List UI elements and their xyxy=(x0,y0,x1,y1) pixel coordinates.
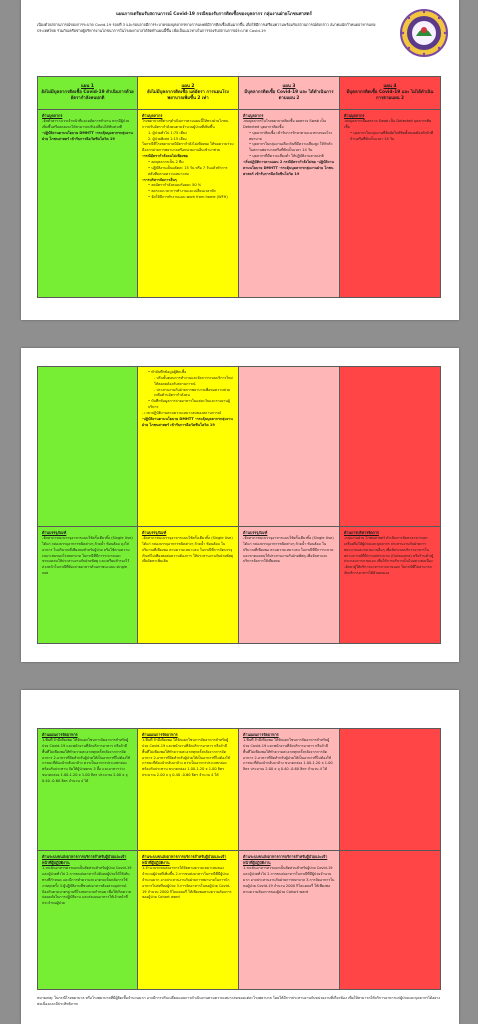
plan-1-header xyxy=(38,77,137,110)
section-heading: ด้านบรรจุภัณฑ์ xyxy=(42,531,67,535)
document-intro: เนื่องด้วยสถานการณ์ของการระบาด Covid-19 รอบที่ 3 และรอบอาจมีการระบาดของบุคลากรทางการแพทย์มีการติดเชื้อเพิ่มมากขึ้น เพื่อให้มีการเตรียมความพร้อมรับสถานการณ์ดังกล่าว สมาคมนักกำหนดอาหารแห่งประเทศไทย ร่วมกับเครือข่ายผู้บริหารงานโภชนาการในโรงพยาบาลได้จัดทำแผนนี้ขึ้น เพื่อเป็นแนวทางในการรองรับสถานการณ์ระบาด Covid-19 xyxy=(37,23,376,34)
food-plan-text: 1.พื้นที่ ถ้ามีเพียงพอ ให้จัดแยกโซนการจัดอาหารสำหรับผู้ป่วย Covid-19 และพนักงานที่จัดบริการอาหาร หรือถ้ามีพื้นที่ไม่เพียงพอให้ทำความสะอาดทุกครั้งหลังจากการจัดอาหาร 2.อาหารที่จัดสำหรับผู้ป่วยให้เป็นอาหารที่ไม่ต้องใช้ภาชนะที่ต้องนำกลับมาล้าง ควรเป็นอาหารประเภทกล่องพร้อมรับประทาน ขนาดกล่อง 1.00-1.20 x 1.00 ลิตร ประมาณ 2.00 x จุ 0.40 -0.60 ลิตร จำนวน 4 ได้ xyxy=(142,738,231,778)
plan-2-column xyxy=(138,76,239,298)
section-heading: ด้านแผนการจัดอาหาร xyxy=(42,733,78,737)
plan-4-title: มีบุคลากรติดเชื้อ Covid-19 และ ไม่ได้ดำเนินการตามแผน 2 xyxy=(346,90,434,101)
management-text: -กลุ่มงานฝ่าย โภชนศาสตร์ ดำเนินการจัดหาอาหารและเครื่องดื่มให้ผู้ป่วยและบุคลากร ประสานงานกับฝ่ายการพยาบาลและหน่วยงานอื่นๆ เพื่อจัดระบบบริการอาหารในสถานการณ์ที่มีการแพร่ระบาด (Outsource) หรือร้านค้า/ผู้ประกอบการภายนอก เพื่อให้การบริการเป็นไปอย่างต่อเนื่อง -จัดหาผู้ให้บริการอาหารจากภายนอก ในกรณีที่ไม่สามารถจัดบริการอาหารได้ด้วยตนเอง xyxy=(344,536,434,576)
plan-4-delivery-cell xyxy=(340,851,440,989)
plan-3-food-plan-cell xyxy=(239,729,339,851)
plan-4-column xyxy=(340,728,441,990)
packaging-text: -จัดหาภาชนะบรรจุอาหารแบบใช้ครั้งเดียวทิ้ง (Single Use) ได้แก่ กล่องบรรจุอาหารชนิดต่างๆ ถ้วยน้ำ ช้อนส้อม ในปริมาณที่เพียงพอ ตามความเหมาะสม ในกรณีที่การจัดบรรจุภัณฑ์ไม่เพียงพอต่อความต้องการ ให้ประสานงานกับฝ่ายพัสดุเพื่อจัดหาเพิ่มเติม xyxy=(142,536,234,564)
plan-4-header xyxy=(340,77,440,110)
section-heading: ด้านแผนการจัดอาหาร xyxy=(243,733,279,737)
section-heading: ด้านระบบขนส่งอาหารการบริการสำหรับผู้ป่วยและเจ้าหน้าที่ผู้ปฏิบัติงาน xyxy=(243,855,328,866)
plan-3-column xyxy=(239,728,340,990)
bullet-item: • จัดให้มีการทำงานแบบ work from home (WFH) xyxy=(148,195,228,200)
ratio-line: 1. ผู้ป่วยทั่วไป 1:75 เตียง xyxy=(148,130,187,135)
document-page-1 xyxy=(21,0,459,320)
plan-2-staff-text-2: ในกรณีที่โรงพยาบาลมีอัตรากำลังไม่เพียงพอ ให้ขอความร่วมมือจากฝ่ายการพยาบาลหรือหน่วยงานอื่นเข้ามาช่วย xyxy=(142,142,234,153)
section-heading: ด้านบรรจุภัณฑ์ xyxy=(142,531,167,535)
plan-1-body xyxy=(38,110,137,297)
plan-1-title: ยังไม่มีบุคลากรติดเชื้อ Covid-19 ดำเนินการด้วยอัตรากำลังคนปกติ xyxy=(41,90,134,101)
document-page-3 xyxy=(21,690,459,1024)
bullet-item: • บุคลากรในกลุ่มงานเดียวกันที่มีความเสี่ยงสูง ให้กักตัวในสถานพยาบาลหรือที่พักเป็นเวลา 14 วัน xyxy=(249,142,333,153)
plan-1-packaging-cell xyxy=(38,527,137,643)
plan-1-column xyxy=(37,76,138,298)
bullet-item: • บันทึกข้อมูลการจ่ายอาหารในแต่ละวันและรายงานผู้บริหาร xyxy=(148,399,230,410)
bullet-item: • ทำบันทึกข้อมูลผู้ติดเชื้อ xyxy=(148,370,187,374)
plan-1-continued-cell xyxy=(38,367,137,527)
plan-4-management-cell xyxy=(340,527,440,643)
plan-2-packaging-cell xyxy=(138,527,238,643)
bullet-item: - ปรับขั้นตอนการทำงานและจัดการระบบบริการใหม่ให้สอดคล้องกับสถานการณ์ xyxy=(154,375,233,386)
plan-3-column xyxy=(239,76,340,298)
plan-3-column xyxy=(239,366,340,644)
plan-1-policy-text: -ปฏิบัติงานตามนโยบาย DMHTT -กระตุ้นบุคลากรกลุ่มงานฝ่าย โภชนศาสตร์ เข้ารับการฉีดวัคซีนโควิด 19 xyxy=(42,130,133,141)
section-heading: ด้านบุคลากร xyxy=(142,114,163,118)
plan-table-page-1 xyxy=(37,76,441,298)
plan-1-staff-text: -จัดทำตารางเวรเจ้าหน้าที่และผลัดการทำงาน หากมีผู้ป่วยเพิ่มขึ้นหรือลดลงจะได้สามารถปรับเปลี่ยนได้ทันท่วงที xyxy=(42,119,130,129)
document-title: แผนการเตรียมรับสถานการณ์ Covid-19 กรณีของรับการติดเชื้อของบุคลากร กลุ่มงานฝ่ายโภชนศาสตร์ xyxy=(116,12,312,17)
plan-3-body xyxy=(239,110,339,297)
plan-4-label: แผน 4 xyxy=(383,84,397,90)
plan-4-body xyxy=(340,110,440,297)
plan-2-delivery-cell xyxy=(138,851,238,989)
subheading: -กรณีอัตรากำลังคนไม่เพียงพอ xyxy=(142,154,188,159)
plan-3-label: แผน 3 xyxy=(282,84,296,90)
plan-1-food-plan-cell xyxy=(38,729,137,851)
plan-3-staff-text: -พบบุคลากรในโรงพยาบาลติดเชื้อ ผลตรวจ Swab เป็น Detected บุคลากรติดเชื้อ xyxy=(243,119,326,129)
section-heading: ด้านการบริหารจัดการ xyxy=(344,531,379,535)
bullet-item: • ลดบุคลากรเป็น 2 ทีม xyxy=(148,160,184,165)
bullet-item: • ปฏิบัติงานเป็นผลัดละ 15 วัน หรือ 7 วันแล้วทำการสลับทีมตามความเหมาะสม xyxy=(148,165,228,176)
plan-1-column xyxy=(37,366,138,644)
bullet-item: • ลดอัตรากำลังคนลงร้อยละ 50 % xyxy=(148,183,202,188)
subheading: -การบริหารจัดการอื่นๆ xyxy=(142,177,177,182)
plan-1-delivery-cell xyxy=(38,851,137,989)
section-heading: ด้านระบบขนส่งอาหารการบริการสำหรับผู้ป่วยและเจ้าหน้าที่ผู้ปฏิบัติงาน xyxy=(42,855,127,866)
delivery-text: 1.รถเข็นอาหารควรแยกเป็นสัดส่วนสำหรับผู้ป่วย Covid-19 และผู้ป่วยทั่วไป 2.การขนส่งอาหารในกรณีที่มีผู้ป่วยจำนวนมาก อาจประสานงานกับฝ่ายการพยาบาล 3.การจัดอาหารในหอผู้ป่วย Covid-19 จำนวน 2000 กิโลแคลอรี่ ให้เพียงพอตามความต้องการของผู้ป่วย Cohort ward xyxy=(243,866,335,894)
document-page-2 xyxy=(21,348,459,662)
bullet-item: • ลดระยะเวลาการทำงานและเปลี่ยนเวลาพัก xyxy=(148,189,216,194)
plan-4-staff-text: -พบบุคลากรมีผลตรวจ Swab เป็น Detected บุคลากรติดเชื้อ xyxy=(344,119,432,129)
association-seal-icon xyxy=(399,8,449,58)
plan-3-title: มีบุคลากรติดเชื้อ Covid-19 และ ได้ดำเนินการตามแผน 2 xyxy=(244,90,334,101)
plan-4-food-plan-cell xyxy=(340,729,440,851)
section-heading: ด้านบุคลากร xyxy=(344,114,365,118)
plan-3-continued-cell xyxy=(239,367,339,527)
section-heading: ด้านบุคลากร xyxy=(42,114,63,118)
section-heading: ด้านบรรจุภัณฑ์ xyxy=(243,531,268,535)
plan-3-packaging-cell xyxy=(239,527,339,643)
delivery-text: 1.รถเข็นอาหารควรแยกเป็นสัดส่วนสำหรับผู้ป่วย Covid-19 และผู้ป่วยทั่วไป 2.การขนส่งอาหารไปยังหอผู้ป่วยให้ใช้เส้นทางที่กำหนด และมีการทำความสะอาดรถเข็นหลังการใช้งานทุกครั้ง 3.ผู้ปฏิบัติงานที่ขนส่งอาหารต้องสวมอุปกรณ์ป้องกันตามมาตรฐานที่โรงพยาบาลกำหนด เพื่อให้เกิดความปลอดภัยในการปฏิบัติงาน และส่งมอบอาหารให้เจ้าหน้าที่ประจำหอผู้ป่วย xyxy=(42,866,132,906)
plan-1-label: แผน 1 xyxy=(81,84,94,90)
policy-text: -ปฏิบัติงานตามนโยบาย DMHTT -กระตุ้นบุคลากรกลุ่มงานฝ่าย โภชนศาสตร์ เข้ารับการฉีดวัคซีนโควิด 19 xyxy=(142,416,233,427)
bullet-item: • บุคลากรในกลุ่มงานที่สัมผัสใกล้ชิดทั้งหมดต้องกักตัวที่บ้านหรือที่พักเป็นเวลา 14 วัน xyxy=(350,130,434,141)
food-plan-text: 1.พื้นที่ ถ้ามีเพียงพอ ให้จัดแยกโซนการจัดอาหารสำหรับผู้ป่วย Covid-19 และพนักงานที่จัดบริการอาหาร หรือถ้ามีพื้นที่ไม่เพียงพอให้ทำความสะอาดทุกครั้งหลังจากการจัดอาหาร 2.อาหารที่จัดสำหรับผู้ป่วยให้เป็นอาหารที่ไม่ต้องใช้ภาชนะที่ต้องนำกลับมาล้าง ควรเป็นอาหารประเภทกล่องพร้อมรับประทาน จัดให้ผู้ป่วยครบ 3 มื้อ และอาหารว่าง ขนาดกล่อง 1.00-1.20 x 1.00 ลิตร ประมาณ 2.00 x จุ 0.40 -0.60 ลิตร จำนวน 4 ได้ xyxy=(42,738,131,784)
bullet-item: • บุคลากรที่มีความเสี่ยงต่ำ ให้ปฏิบัติงานตามปกติ xyxy=(249,154,324,159)
plan-4-column xyxy=(340,76,441,298)
plan-2-staff-text: โรงพยาบาลที่ต่างๆดำเนินการตามแผนนี้ให้ทางฝ่ายโภชนการปรับอัตรากำลังคนตามจำนวนผู้ป่วยที่เพิ่มขึ้น xyxy=(142,119,229,129)
plan-2-title: ยังไม่มีบุคลากรติดเชื้อ แต่อัตรา การนอนโรงพยาบาลเพิ่มขึ้น 2 เท่า xyxy=(147,90,229,101)
plan-table-page-3 xyxy=(37,728,441,990)
plan-2-body xyxy=(138,110,238,297)
section-heading: ด้านบุคลากร xyxy=(243,114,264,118)
bullet-item: • บุคลากรติดเชื้อ เข้ารับการรักษาตามแนวทางของโรงพยาบาล xyxy=(249,130,332,141)
plan-2-continued-cell xyxy=(138,367,238,527)
plan-2-column xyxy=(138,728,239,990)
plan-4-continued-cell xyxy=(340,367,440,527)
plan-table-page-2 xyxy=(37,366,441,644)
plan-2-header xyxy=(138,77,238,110)
packaging-text: -จัดหาภาชนะบรรจุอาหารแบบใช้ครั้งเดียวทิ้ง (Single Use) ได้แก่ กล่องบรรจุอาหารชนิดต่างๆ ถ้วยน้ำ ช้อนส้อม ในปริมาณที่เพียงพอ ตามความเหมาะสม ในกรณีที่มีการระบาดและขาดแคลนให้ประสานงานกับฝ่ายพัสดุ เพื่อจัดหาและบริหารจัดการให้เพียงพอ xyxy=(243,536,334,564)
time-note: - เวลาปฏิบัติงานตามความเหมาะสมของสถานการณ์ xyxy=(142,410,222,415)
section-heading: ด้านระบบขนส่งอาหารการบริการสำหรับผู้ป่วยและเจ้าหน้าที่ผู้ปฏิบัติงาน xyxy=(142,855,227,866)
plan-2-food-plan-cell xyxy=(138,729,238,851)
plan-1-column xyxy=(37,728,138,990)
delivery-text: 1.จำนวนรถขนส่งอาหารให้จัดตามความเหมาะสมของจำนวนผู้ป่วยที่เพิ่มขึ้น 2.การขนส่งอาหารในกรณีที่มีผู้ป่วยจำนวนมาก อาจประสานงานกับฝ่ายการพยาบาลในการนำอาหารไปส่งที่หอผู้ป่วย 3.การจัดอาหารในหอผู้ป่วย Covid-19 จำนวน 2000 กิโลแคลอรี่ ให้เพียงพอตามความต้องการของผู้ป่วย Cohort ward xyxy=(142,866,232,900)
plan-3-policy-text: -เริ่มปฏิบัติการตามแผน 2 กรณีอัตรากำลังไม่พอ -ปฏิบัติงานตามนโยบาย DMHTT -กระตุ้นบุคลากรกลุ่มงานฝ่าย โภชนศาสตร์ เข้ารับการฉีดวัคซีนโควิด 19 xyxy=(243,160,334,176)
food-plan-text: 1.พื้นที่ ถ้ามีเพียงพอ ให้จัดแยกโซนการจัดอาหารสำหรับผู้ป่วย Covid-19 และพนักงานที่จัดบริการอาหาร หรือถ้ามีพื้นที่ไม่เพียงพอให้ทำความสะอาดทุกครั้งหลังจากการจัดอาหาร 2.อาหารที่จัดสำหรับผู้ป่วยให้เป็นอาหารที่ไม่ต้องใช้ภาชนะที่ต้องนำกลับมาล้าง ขนาดกล่อง 1.00-1.20 x 1.00 ลิตร ประมาณ 2.00 x จุ 0.40 -0.60 ลิตร จำนวน 4 ได้ xyxy=(243,738,333,772)
document-footnote: หมายเหตุ: ในกรณีโรงพยาบาล หรือโรงพยาบาลที่มีผู้ติดเชื้อจำนวนมาก อาจมีการปรับเปลี่ยนแผนการดำเนินงานตามความเหมาะสมของแต่ละโรงพยาบาล โดยให้มีการประสานงานกับหน่วยงานที่เกี่ยวข้อง เพื่อให้สามารถให้บริการอาหารแก่ผู้ป่วยและบุคลากรได้อย่างต่อเนื่องและมีประสิทธิภาพ xyxy=(37,996,441,1006)
bullet-item: - ประสานงานกับฝ่ายการพยาบาลเพื่อขอความช่วยเหลือด้านอัตรากำลังคน xyxy=(154,387,231,398)
plan-3-delivery-cell xyxy=(239,851,339,989)
plan-4-column xyxy=(340,366,441,644)
packaging-text: -จัดหาภาชนะบรรจุอาหารแบบใช้ครั้งเดียวทิ้ง (Single Use) ได้แก่ กล่องบรรจุอาหารชนิดต่างๆ ถ้วยน้ำ ช้อนส้อม ถุงใส่อาหาร ในปริมาณที่เพียงพอสำหรับผู้ป่วย หรือใช้ตามความเหมาะสมของโรงพยาบาล ในกรณีที่มีการระบาดและขาดแคลนให้ประสานงานกับฝ่ายพัสดุ และเตรียมสำรองไว้ล่วงหน้าในกรณีที่ต้องจ่ายอาหารด้วยภาชนะแบบ single use xyxy=(42,536,133,576)
section-heading: ด้านแผนการจัดอาหาร xyxy=(142,733,178,737)
plan-3-header xyxy=(239,77,339,110)
plan-2-column xyxy=(138,366,239,644)
plan-2-label: แผน 2 xyxy=(181,84,195,90)
ratio-line: 2. ผู้ป่วยพิเศษ 1:15 เตียง xyxy=(148,136,187,141)
